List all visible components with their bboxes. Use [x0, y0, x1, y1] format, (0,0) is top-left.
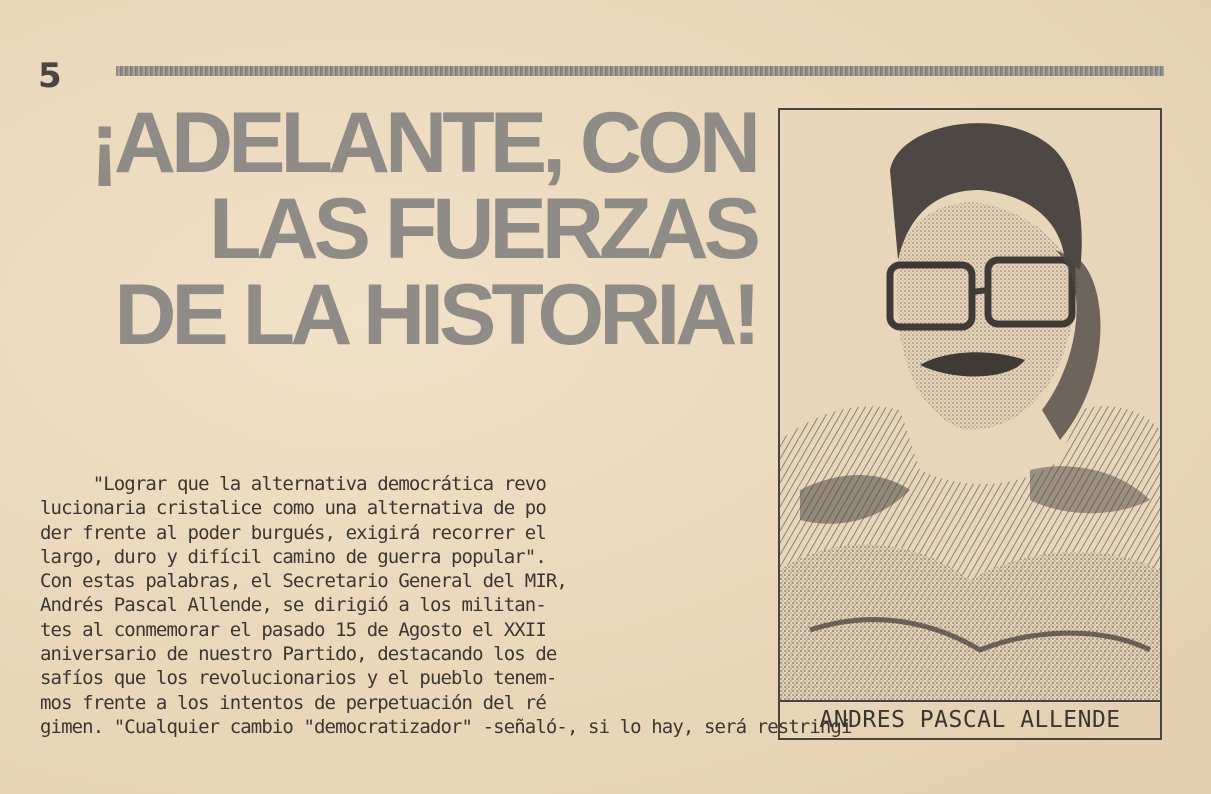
- headline-line-2: LAS FUERZAS: [209, 181, 756, 277]
- portrait-photo-frame: [778, 108, 1162, 740]
- headline-line-1: ¡ADELANTE, CON: [90, 95, 756, 191]
- portrait-illustration: [780, 110, 1160, 702]
- headline: [90, 95, 756, 363]
- article-body: [40, 472, 852, 739]
- article-line: safíos que los revolucionarios y el pueblo tenem-: [40, 667, 557, 690]
- article-line: tes al conmemorar el pasado 15 de Agosto el XXII: [40, 618, 546, 641]
- photo-caption: ANDRES PASCAL ALLENDE: [780, 700, 1160, 738]
- page-number: 5: [38, 56, 61, 96]
- article-line: gimen. "Cualquier cambio "democratizador" -señaló-, si lo hay, será restringi: [40, 715, 852, 738]
- article-line: "Lograr que la alternativa democrática revo: [40, 473, 546, 495]
- article-line: Con estas palabras, el Secretario General del MIR,: [40, 570, 567, 593]
- headline-line-3: DE LA HISTORIA!: [114, 267, 756, 363]
- top-rule-divider: [116, 66, 1164, 76]
- article-line: largo, duro y difícil camino de guerra popular".: [40, 545, 546, 568]
- article-line: lucionaria cristalice como una alternativa de po: [40, 497, 546, 520]
- article-line: Andrés Pascal Allende, se dirigió a los militan-: [40, 594, 546, 617]
- article-line: der frente al poder burgués, exigirá recorrer el: [40, 521, 546, 544]
- article-line: mos frente a los intentos de perpetuación del ré: [40, 691, 546, 714]
- article-line: aniversario de nuestro Partido, destacando los de: [40, 643, 557, 666]
